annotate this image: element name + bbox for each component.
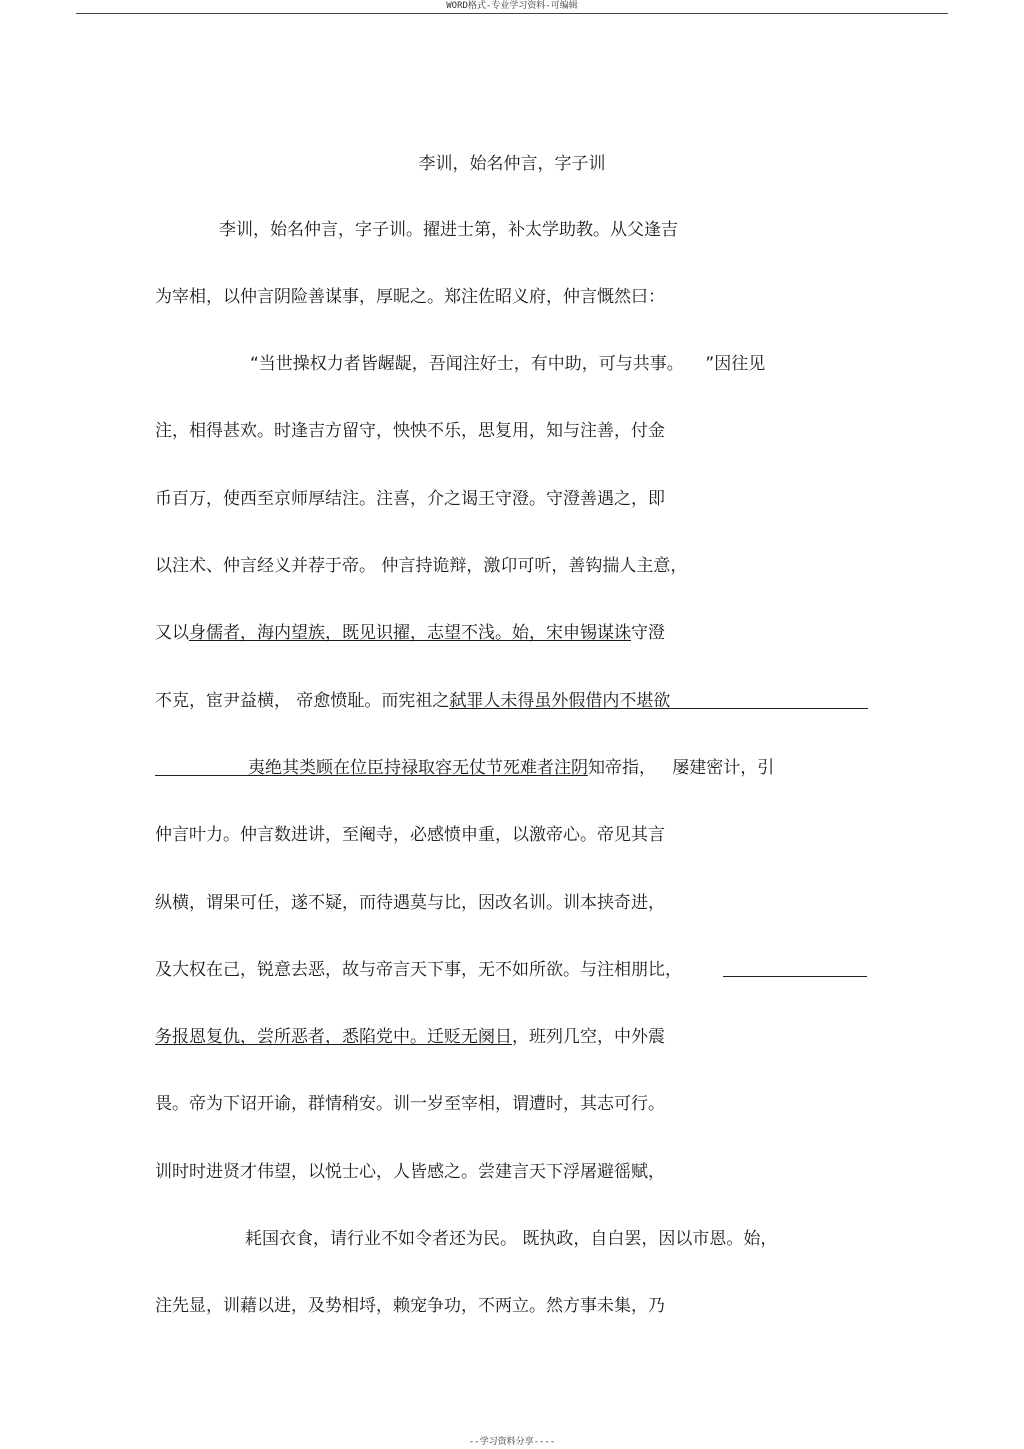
document-title: 李训，始名仲言，字子训 — [418, 154, 606, 174]
body-line — [155, 1025, 665, 1049]
body-line — [155, 1294, 665, 1318]
page-header: WORD格式-专业学习资料-可编辑 — [446, 1, 578, 11]
underlined-text: 弑罪人未得虽外假借内不堪欲 — [449, 691, 671, 711]
answer-blank — [723, 976, 867, 977]
text-segment: 知帝指， 屡建密计，引 — [588, 758, 775, 778]
body-line — [219, 218, 678, 242]
body-line — [245, 1227, 777, 1251]
text-segment: 纵横，谓果可任，遂不疑，而待遇莫与比，因改名训。训本挟奇进， — [155, 893, 665, 913]
body-line — [155, 1160, 665, 1184]
text-segment: 及大权在己，锐意去恶，故与帝言天下事，无不如所欲。与注相朋比， — [155, 960, 682, 980]
body-line — [155, 958, 682, 982]
body-line — [155, 487, 665, 511]
body-line — [155, 554, 687, 578]
text-segment: ，班列几空，中外震 — [512, 1027, 665, 1047]
body-line — [155, 419, 665, 443]
header-rule — [76, 13, 948, 14]
text-segment: 以注术、仲言经义并荐于帝。 仲言持诡辩，激卬可听，善钩揣人主意， — [155, 556, 688, 576]
text-segment: 守澄 — [631, 623, 665, 643]
answer-blank — [155, 775, 248, 776]
page-footer: --学习资料分享---- — [468, 1437, 556, 1447]
text-segment: 为宰相，以仲言阴险善谋事，厚昵之。郑注佐昭义府，仲言慨然曰： — [155, 287, 665, 307]
text-segment: 又以 — [155, 623, 189, 643]
answer-blank — [668, 708, 868, 709]
text-segment: 仲言叶力。仲言数进讲，至阉寺，必感愤申重，以激帝心。帝见其言 — [155, 825, 665, 845]
body-line — [155, 891, 665, 915]
text-segment: 注先显，训藉以进，及势相埒，赖宠争功，不两立。然方事未集，乃 — [155, 1296, 665, 1316]
text-segment: 畏。帝为下诏开谕，群情稍安。训一岁至宰相，谓遭时，其志可行。 — [155, 1094, 665, 1114]
underlined-text: 身儒者，海内望族，既见识擢，志望不浅。始，宋申锡谋诛 — [189, 623, 631, 643]
text-segment: 注，相得甚欢。时逢吉方留守，怏怏不乐，思复用，知与注善，付金 — [155, 421, 665, 441]
text-segment: 训时时进贤才伟望，以悦士心，人皆感之。尝建言天下浮屠避徭赋， — [155, 1162, 665, 1182]
body-line — [248, 756, 774, 780]
underlined-text: 夷绝其类顾在位臣持禄取容无仗节死难者注阴 — [248, 758, 588, 778]
body-line — [155, 689, 670, 713]
body-line — [155, 621, 665, 645]
underlined-text: 务报恩复仇，尝所恶者，悉陷党中。迁贬无阕日 — [155, 1027, 512, 1047]
body-line — [155, 285, 665, 309]
text-segment: “当世操权力者皆龌龊，吾闻注好士，有中助，可与共事。 ”因往见 — [250, 354, 766, 374]
text-segment: 李训，始名仲言，字子训。擢进士第，补太学助教。从父逢吉 — [219, 220, 678, 240]
text-segment: 币百万，使西至京师厚结注。注喜，介之谒王守澄。守澄善遇之，即 — [155, 489, 665, 509]
body-line — [155, 823, 665, 847]
text-segment: 耗国衣食，请行业不如令者还为民。 既执政，自白罢，因以市恩。始， — [245, 1229, 778, 1249]
body-line — [250, 352, 765, 376]
body-line — [155, 1092, 665, 1116]
text-segment: 不克，宦尹益横， 帝愈愤耻。而宪祖之 — [155, 691, 450, 711]
